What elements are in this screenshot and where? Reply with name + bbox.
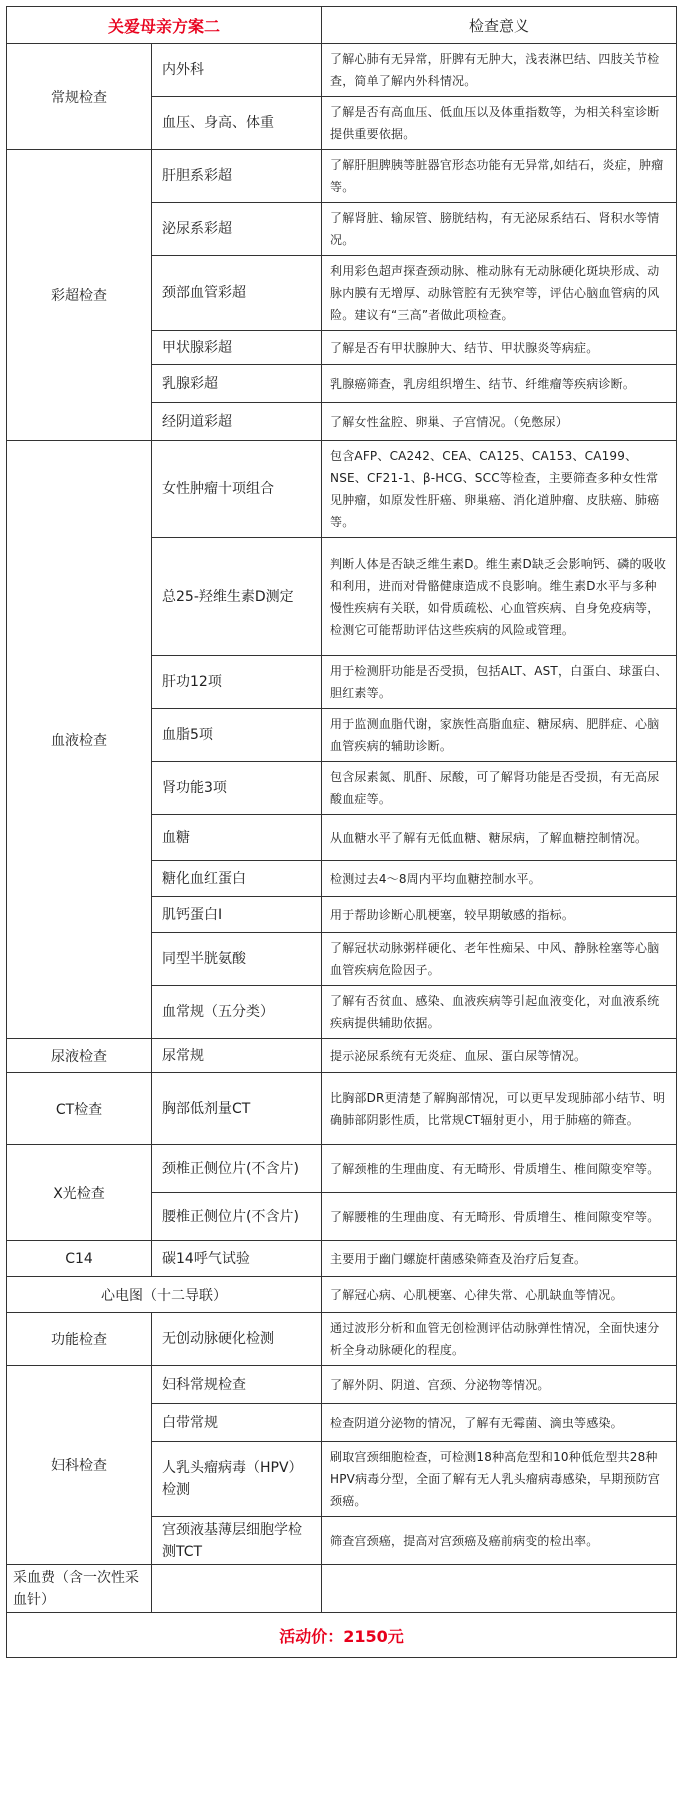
table-row	[7, 441, 677, 538]
exam-item: 糖化血红蛋白	[152, 861, 322, 897]
exam-item: 颈部血管彩超	[152, 256, 322, 331]
category-cell: 尿液检查	[7, 1039, 152, 1073]
exam-meaning: 用于监测血脂代谢，家族性高脂血症、糖尿病、肥胖症、心脑血管疾病的辅助诊断。	[322, 709, 677, 762]
exam-meaning: 乳腺癌筛查，乳房组织增生、结节、纤维瘤等疾病诊断。	[322, 365, 677, 403]
exam-meaning: 从血糖水平了解有无低血糖、糖尿病，了解血糖控制情况。	[322, 815, 677, 861]
category-cell: CT检查	[7, 1073, 152, 1145]
exam-item: 胸部低剂量CT	[152, 1073, 322, 1145]
activity-price: 活动价：2150元	[7, 1613, 677, 1658]
exam-meaning: 判断人体是否缺乏维生素D。维生素D缺乏会影响钙、磷的吸收和利用，进而对骨骼健康造成不良影响。维生素D水平与多种慢性疾病有关联，如骨质疏松、心血管疾病、自身免疫病等，检测它可能帮助评估这些疾病的风险或管理。	[322, 538, 677, 656]
category-cell: 妇科检查	[7, 1366, 152, 1565]
exam-item: 内外科	[152, 44, 322, 97]
table-row-ecg	[7, 1277, 677, 1313]
category-cell: 常规检查	[7, 44, 152, 150]
table-row	[7, 1313, 677, 1366]
exam-meaning: 检测过去4～8周内平均血糖控制水平。	[322, 861, 677, 897]
exam-meaning: 提示泌尿系统有无炎症、血尿、蛋白尿等情况。	[322, 1039, 677, 1073]
exam-meaning: 通过波形分析和血管无创检测评估动脉弹性情况，全面快速分析全身动脉硬化的程度。	[322, 1313, 677, 1366]
exam-meaning: 了解肝胆脾胰等脏器官形态功能有无异常,如结石，炎症，肿瘤等。	[322, 150, 677, 203]
exam-meaning: 主要用于幽门螺旋杆菌感染筛查及治疗后复查。	[322, 1241, 677, 1277]
exam-meaning: 检查阴道分泌物的情况，了解有无霉菌、滴虫等感染。	[322, 1404, 677, 1442]
exam-item: 经阴道彩超	[152, 403, 322, 441]
table-row	[7, 1366, 677, 1404]
exam-item: 同型半胱氨酸	[152, 933, 322, 986]
exam-meaning: 了解女性盆腔、卵巢、子宫情况。（免憋尿）	[322, 403, 677, 441]
exam-item: 肝胆系彩超	[152, 150, 322, 203]
exam-item: 血压、身高、体重	[152, 97, 322, 150]
exam-meaning: 比胸部DR更清楚了解胸部情况，可以更早发现肺部小结节、明确肺部阴影性质，比常规CT辐射更小，用于肺癌的筛查。	[322, 1073, 677, 1145]
table-row-blood-fee	[7, 1565, 677, 1613]
plan-table	[6, 6, 677, 1658]
category-cell: 功能检查	[7, 1313, 152, 1366]
exam-meaning: 了解颈椎的生理曲度、有无畸形、骨质增生、椎间隙变窄等。	[322, 1145, 677, 1193]
table-row	[7, 1241, 677, 1277]
exam-item: 碳14呼气试验	[152, 1241, 322, 1277]
exam-item: 腰椎正侧位片(不含片)	[152, 1193, 322, 1241]
exam-item: 总25-羟维生素D测定	[152, 538, 322, 656]
exam-item: 妇科常规检查	[152, 1366, 322, 1404]
meaning-header: 检查意义	[322, 7, 677, 44]
exam-meaning: 了解肾脏、输尿管、膀胱结构，有无泌尿系结石、肾积水等情况。	[322, 203, 677, 256]
exam-item: 血脂5项	[152, 709, 322, 762]
blood-fee-meaning	[322, 1565, 677, 1613]
exam-item: 乳腺彩超	[152, 365, 322, 403]
exam-item: 肾功能3项	[152, 762, 322, 815]
exam-meaning: 刷取宫颈细胞检查，可检测18种高危型和10种低危型共28种HPV病毒分型，全面了解有无人乳头瘤病毒感染，早期预防宫颈癌。	[322, 1442, 677, 1517]
exam-meaning: 了解腰椎的生理曲度、有无畸形、骨质增生、椎间隙变窄等。	[322, 1193, 677, 1241]
exam-meaning: 利用彩色超声探查颈动脉、椎动脉有无动脉硬化斑块形成、动脉内膜有无增厚、动脉管腔有无狭窄等，评估心脑血管病的风险。建议有“三高”者做此项检查。	[322, 256, 677, 331]
exam-item: 白带常规	[152, 1404, 322, 1442]
exam-item: 肌钙蛋白I	[152, 897, 322, 933]
exam-meaning: 用于检测肝功能是否受损，包括ALT、AST，白蛋白、球蛋白、胆红素等。	[322, 656, 677, 709]
exam-meaning: 了解外阴、阴道、宫颈、分泌物等情况。	[322, 1366, 677, 1404]
exam-item: 宫颈液基薄层细胞学检测TCT	[152, 1517, 322, 1565]
plan-title: 关爱母亲方案二	[7, 7, 322, 44]
exam-meaning: 了解有否贫血、感染、血液疾病等引起血液变化，对血液系统疾病提供辅助依据。	[322, 986, 677, 1039]
exam-item: 人乳头瘤病毒（HPV）检测	[152, 1442, 322, 1517]
exam-meaning: 筛查宫颈癌，提高对宫颈癌及癌前病变的检出率。	[322, 1517, 677, 1565]
exam-item: 肝功12项	[152, 656, 322, 709]
exam-meaning: 了解是否有甲状腺肿大、结节、甲状腺炎等病症。	[322, 331, 677, 365]
exam-item: 女性肿瘤十项组合	[152, 441, 322, 538]
exam-meaning: 了解冠状动脉粥样硬化、老年性痴呆、中风、静脉栓塞等心脑血管疾病危险因子。	[322, 933, 677, 986]
exam-item: 尿常规	[152, 1039, 322, 1073]
exam-meaning: 包含AFP、CA242、CEA、CA125、CA153、CA199、NSE、CF21-1、β-HCG、SCC等检查，主要筛查多种女性常见肿瘤，如原发性肝癌、卵巢癌、消化道肿瘤、皮肤癌、肺癌等。	[322, 441, 677, 538]
exam-item: 甲状腺彩超	[152, 331, 322, 365]
category-cell: C14	[7, 1241, 152, 1277]
exam-item: 血糖	[152, 815, 322, 861]
table-row	[7, 1039, 677, 1073]
category-cell: 血液检查	[7, 441, 152, 1039]
exam-meaning: 用于帮助诊断心肌梗塞，较早期敏感的指标。	[322, 897, 677, 933]
exam-meaning: 了解心肺有无异常，肝脾有无肿大，浅表淋巴结、四肢关节检查，简单了解内外科情况。	[322, 44, 677, 97]
exam-item: 无创动脉硬化检测	[152, 1313, 322, 1366]
exam-item: 泌尿系彩超	[152, 203, 322, 256]
exam-meaning: 了解是否有高血压、低血压以及体重指数等，为相关科室诊断提供重要依据。	[322, 97, 677, 150]
exam-item: 颈椎正侧位片(不含片)	[152, 1145, 322, 1193]
table-row	[7, 1073, 677, 1145]
table-header-row	[7, 7, 677, 44]
table-row	[7, 1145, 677, 1193]
exam-meaning: 包含尿素氮、肌酐、尿酸，可了解肾功能是否受损，有无高尿酸血症等。	[322, 762, 677, 815]
ecg-meaning: 了解冠心病、心肌梗塞、心律失常、心肌缺血等情况。	[322, 1277, 677, 1313]
blood-fee-label: 采血费（含一次性采血针）	[7, 1565, 152, 1613]
exam-item: 血常规（五分类）	[152, 986, 322, 1039]
table-row	[7, 44, 677, 97]
blood-fee-empty	[152, 1565, 322, 1613]
ecg-label: 心电图（十二导联）	[7, 1277, 322, 1313]
category-cell: 彩超检查	[7, 150, 152, 441]
table-row-price	[7, 1613, 677, 1658]
table-row	[7, 150, 677, 203]
category-cell: X光检查	[7, 1145, 152, 1241]
